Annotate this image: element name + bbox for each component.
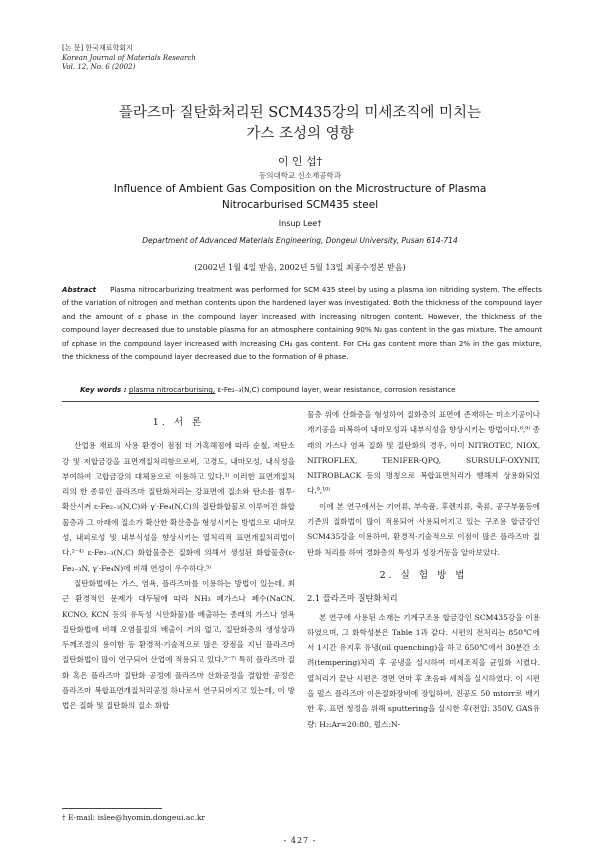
abstract: [62, 283, 542, 363]
keywords: [80, 385, 456, 394]
intro-paragraph-2: 질탄화법에는 가스, 염욕, 플라즈마를 이용하는 방법이 있는데, 최근 환경적인 문제가 대두됨에 따라 NH₃ 폐가스나 폐수(NaCN, KCNO, KCN 등의 유독성 시안화물)를 배출하는 종래의 가스나 염욕 질탄화법에 비해 오염물질의 배출이 거의 없고, 질탄화층의 생성상과 두께조절의 용이함 등 환경적·기술적으로 많은 장점을 지닌 플라즈마 질탄화법이 많이 연구되어 산업에 적용되고 있다.⁵⁻⁷⁾ 특히 플라즈마 질화 혹은 플라즈마 질탄화 공정에 플라즈마 산화공정을 결합한 공정은 플라즈마 복합표면개질처리공정 하나로서 연구되어지고 있는데, 이 방법은 질화 및 질탄화의 질소 화합: [62, 578, 295, 711]
footnote-email: † E-mail: islee@hyomin.dongeui.ac.kr: [62, 813, 206, 822]
section-introduction-title: 1. 서 론: [152, 417, 205, 428]
title-english-line2: Nitrocarburised SCM435 steel: [221, 199, 379, 211]
title-english: [0, 181, 600, 213]
journal-name-ko: [논 문] 한국재료학회지: [62, 44, 133, 52]
keywords-rest: ε-Fe₂₋₃(N,C) compound layer, wear resistance, corrosion resistance: [215, 385, 456, 394]
journal-volume: Vol. 12, No. 6 (2002): [62, 63, 136, 71]
left-column: [62, 407, 295, 714]
intro-paragraph-3: 물층 위에 산화층을 형성하여 질화층의 표면에 존재하는 미소기공이나 개기공을 피복하여 내마모성과 내부식성을 향상시키는 방법이다.⁸,⁹⁾ 종래의 가스나 염욕 질화 및 질탄화의 경우, 이미 NITROTEC, NIOX, NITROFLEX, TENIFER-QPQ, SURSULF-OXYNIT, NITROBLACK 등의 명칭으로 복합표면처리가 행해져 상용화되었다.⁹,¹⁰⁾: [307, 410, 540, 496]
journal-header: [62, 44, 196, 73]
methods-paragraph-1: 본 연구에 사용된 소재는 기계구조용 합금강인 SCM435강을 이용하였으며, 그 화학성분은 Table 1과 같다. 시편의 전처리는 850℃에서 1시간 유지후 유냉(oil quenching)을 하고 650℃에서 30분간 소려(tempering)처리 후 공냉을 실시하여 미세조직을 균일화 시켰다. 열처리가 끝난 시편은 경면 연마 후 초음파 세척을 실시하였다. 이 시편을 펄스 플라즈마 이온질화장비에 장입하여, 진공도 50 mtorr로 배기한 후, 표면 청정을 위해 sputtering을 실시한 후(전압: 350V, GAS유량: H₂:Ar=20:80, 펄스:N-: [307, 612, 540, 729]
received-dates: (2002년 1월 4일 받음, 2002년 5월 13일 최종수정본 받음): [194, 263, 406, 272]
author-korean: 이 인 섭†: [277, 155, 323, 168]
title-korean: [0, 103, 600, 145]
abstract-label: Abstract: [62, 285, 97, 294]
intro-paragraph-4: 이에 본 연구에서는 기어류, 부속품, 후렌지류, 축류, 공구부품등에 기존의 질화법이 많이 적용되어 사용되어지고 있는 구조용 합금강인 SCM435강을 이용하여, 환경적·기술적으로 이점이 많은 플라즈마 질탄화 처리를 하여 경화층의 특성과 성장거동을 알아보았다.: [307, 501, 540, 557]
keywords-underlined: plasma nitrocarburising,: [128, 385, 216, 394]
page-number: - 427 -: [283, 836, 317, 845]
abstract-text: Plasma nitrocarburizing treatment was performed for SCM 435 steel by using a plasma ion nitriding system. The effects of the variation of nitrogen and methan contents upon the hardened layer was investigated. Both the thickness of the compound layer and the amount of ε phase in the compound layer increased with increasing nitrogen content. However, the thickness of the compound layer decreased due to unstable plasma for an atmosphere containing 90% N₂ gas content in the gas mixture. The amount of εphase in the compound layer increased with increasing CH₄ gas content. For CH₄ gas content more than 2% in the gas mixture, the thickness of the compound layer decreased due to the formation of θ phase.: [62, 285, 542, 362]
section-methods-title: 2. 실 험 방 법: [379, 569, 468, 581]
divider-rule: [62, 401, 539, 402]
right-column: [307, 407, 540, 732]
footnote-rule: [62, 808, 162, 809]
title-korean-line1: 플라즈마 질탄화처리된 SCM435강의 미세조직에 미치는: [118, 105, 482, 121]
title-korean-line2: 가스 조성의 영향: [246, 126, 354, 142]
title-english-line1: Influence of Ambient Gas Composition on the Microstructure of Plasma: [113, 183, 487, 195]
intro-paragraph-1: 산업용 재료의 사용 환경이 점점 더 가혹해짐에 따라 순철, 저탄소강 및 저합금강을 표면개질처리함으로써, 고경도, 내마모성, 내식성을 부여하여 고합금강의 대체용으로 이용하고 있다.¹⁾ 이러한 표면개질처리의 한 종류인 플라즈마 질탄화처리는 강표면에 질소와 탄소를 침투·확산시켜 ε-Fe₂₋₃(N,C)와 γ′-Fe₄(N,C)의 질탄화합물로 이루어진 화합물층과 그 아래에 질소가 확산한 확산층을 형성시키는 방법으로 내마모성, 내피로성 및 내부식성을 향상시키는 열처리적 표면개질처리법이다.²⁻⁴⁾ ε-Fe₂₋₃(N,C) 화합물층은 질화에 의해서 생성된 화합물층(ε-Fe₂₋₃N, γ′-Fe₄N)에 비해 연성이 우수하다.⁵⁾: [62, 441, 295, 573]
subsection-title: 2.1 플라즈마 질탄화처리: [307, 593, 398, 604]
affiliation-english: Department of Advanced Materials Engineering, Dongeui University, Pusan 614-714: [142, 236, 458, 245]
author-english: Insup Lee†: [278, 219, 322, 228]
keywords-label: Key words :: [80, 385, 127, 394]
affiliation-korean: 동의대학교 신소재공학과: [258, 171, 342, 180]
journal-name-en: Korean Journal of Materials Research: [62, 53, 196, 62]
